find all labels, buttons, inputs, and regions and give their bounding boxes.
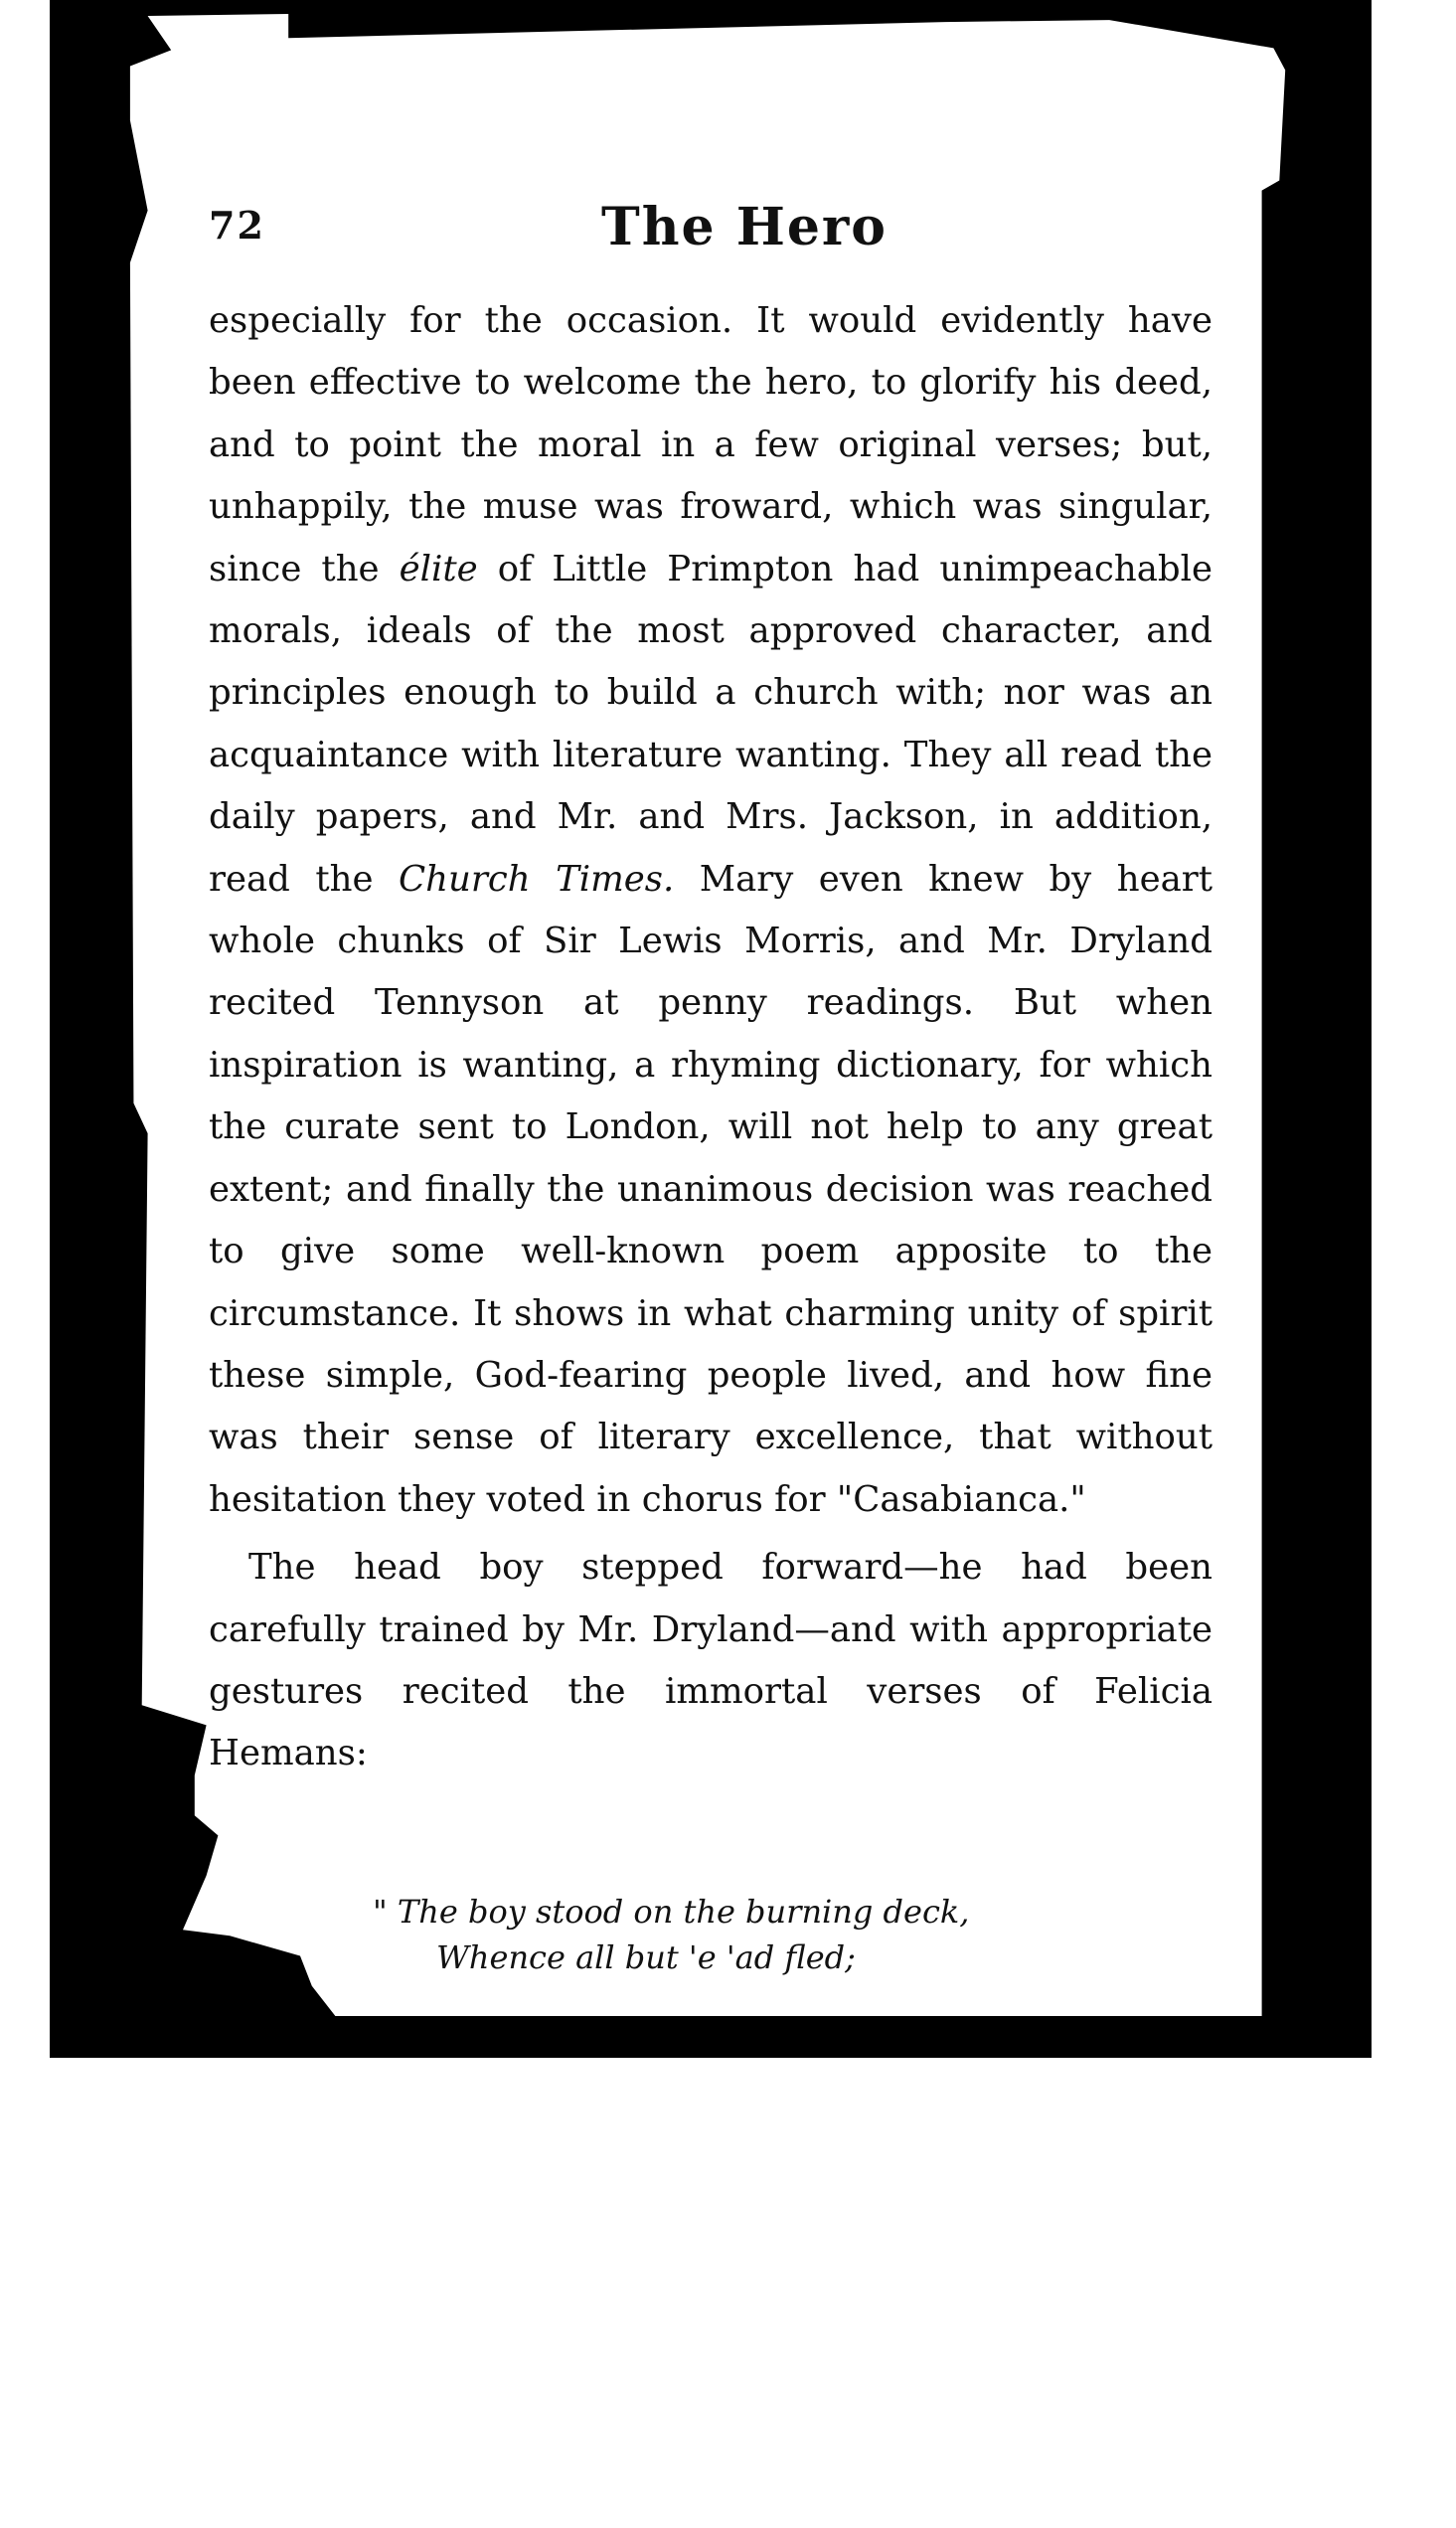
running-head: The Hero	[601, 197, 888, 257]
paragraph-text: of Little Primpton had unimpeachable morals, ideals of the most approved character, and principles enough to build a church with; nor was an acquaintance with literature wanting. They all read the daily papers, and Mr. and Mrs. Jackson, in addition, read the	[209, 548, 1213, 900]
verse-line: Whence all but 'e 'ad fled;	[436, 1938, 856, 1976]
verse-line: " The boy stood on the burning deck,	[373, 1893, 970, 1931]
verse-quotation	[373, 1889, 969, 1980]
paragraph	[209, 290, 1213, 1531]
paragraph: The head boy stepped forward—he had been carefully trained by Mr. Dryland—and with appropriate gestures recited the immortal verses of Felicia Hemans:	[209, 1547, 1213, 1774]
page-header	[209, 197, 1213, 266]
italic-word-elite: élite	[399, 548, 478, 590]
page-number: 72	[209, 203, 265, 248]
italic-title-church-times: Church Times.	[398, 858, 675, 900]
paragraph-text: Mary even knew by heart whole chunks of Sir Lewis Morris, and Mr. Dryland recited Tennyson at penny readings. But when inspiration is wanting, a rhyming dictionary, for which the curate sent to London, will not help to any great extent; and finally the unanimous decision was reached to give some well-known poem apposite to the circumstance. It shows in what charming unity of spirit these simple, God-fearing people lived, and how fine was their sense of literary excellence, that without hesitation they voted in chorus for "Casabianca."	[209, 858, 1213, 1520]
paragraph-text: especially for the occasion. It would evidently have been effective to welcome the hero, to glorify his deed, and to point the moral in a few original verses; but, unhappily, the muse was froward, which was singular, since the	[209, 300, 1213, 590]
body-text	[209, 290, 1213, 1785]
